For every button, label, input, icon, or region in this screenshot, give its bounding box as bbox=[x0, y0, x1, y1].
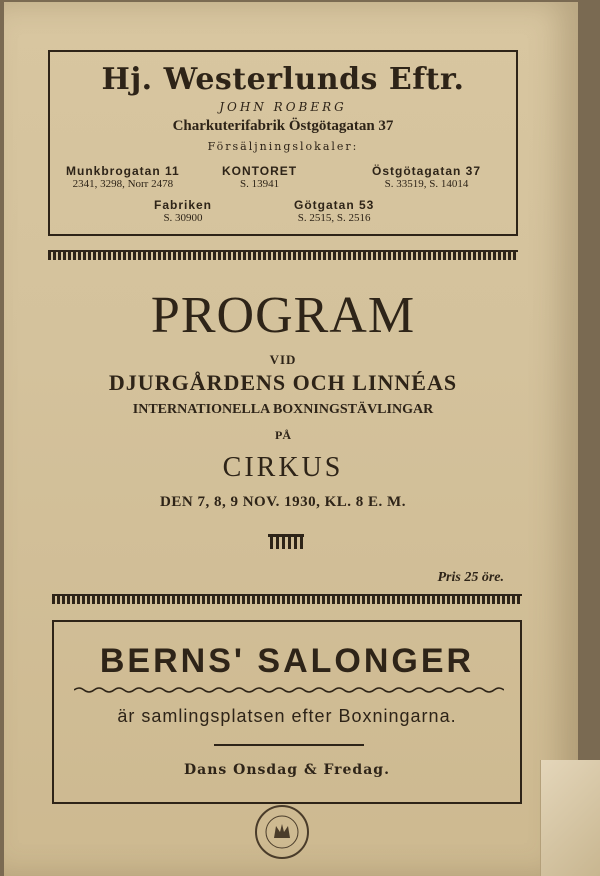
location-phones: S. 30900 bbox=[163, 212, 203, 224]
location-ostgotagatan bbox=[372, 164, 481, 190]
program-title: PROGRAM bbox=[150, 287, 416, 344]
library-stamp-icon bbox=[254, 804, 310, 860]
price-text: Pris 25 öre. bbox=[437, 570, 504, 585]
divider-line bbox=[214, 744, 364, 746]
location-name: Fabriken bbox=[154, 198, 213, 212]
event-text: INTERNATIONELLA BOXNINGSTÄVLINGAR bbox=[132, 402, 434, 417]
location-phones: 2341, 3298, Norr 2478 bbox=[72, 178, 174, 190]
berns-tagline: är samlingsplatsen efter Boxningarna. bbox=[117, 706, 457, 726]
ornamental-border-top bbox=[48, 250, 518, 260]
company-name: Hj. Westerlunds Eftr. bbox=[101, 62, 465, 97]
sales-heading: Försäljningslokaler: bbox=[207, 140, 359, 153]
program-page bbox=[4, 2, 578, 876]
westerlund-advertisement bbox=[48, 50, 518, 236]
location-munkbrogatan bbox=[66, 164, 180, 190]
venue-text: CIRKUS bbox=[222, 452, 344, 483]
location-name: KONTORET bbox=[222, 164, 298, 178]
location-fabriken bbox=[154, 198, 212, 224]
owner-name: JOHN ROBERG bbox=[219, 100, 347, 114]
location-kontoret bbox=[222, 164, 297, 190]
location-name: Götgatan 53 bbox=[294, 198, 375, 212]
location-phones: S. 2515, S. 2516 bbox=[297, 212, 371, 224]
berns-advertisement bbox=[52, 620, 522, 804]
location-phones: S. 33519, S. 14014 bbox=[384, 178, 469, 190]
ornamental-border-bottom bbox=[52, 594, 522, 604]
organizers-text: DJURGÅRDENS OCH LINNÉAS bbox=[108, 370, 458, 395]
factory-address: Charkuterifabrik Östgötagatan 37 bbox=[172, 118, 394, 134]
folded-page-corner bbox=[540, 760, 600, 876]
vid-text: VID bbox=[269, 352, 297, 367]
program-title-block bbox=[48, 272, 518, 602]
location-gotgatan bbox=[294, 198, 374, 224]
dance-text: Dans Onsdag & Fredag. bbox=[184, 762, 390, 778]
location-phones: S. 13941 bbox=[240, 178, 280, 190]
dates-text: DEN 7, 8, 9 NOV. 1930, KL. 8 E. M. bbox=[160, 494, 406, 510]
wave-divider-icon bbox=[74, 686, 504, 694]
berns-name: BERNS' SALONGER bbox=[99, 642, 475, 680]
location-name: Östgötagatan 37 bbox=[372, 164, 482, 178]
location-name: Munkbrogatan 11 bbox=[66, 164, 180, 178]
ornament-icon bbox=[268, 534, 304, 550]
pa-text: PÅ bbox=[275, 428, 291, 442]
